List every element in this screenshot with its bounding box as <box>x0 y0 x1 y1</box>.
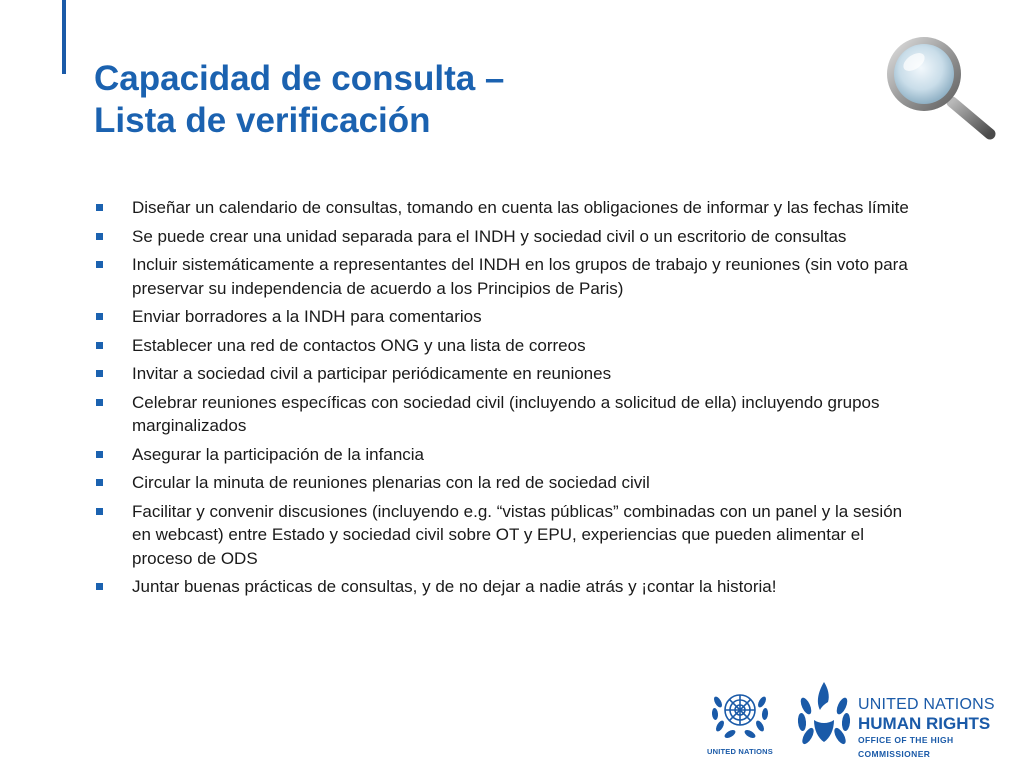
slide-title <box>94 58 504 142</box>
checklist-item-text: Asegurar la participación de la infancia <box>132 444 425 464</box>
checklist-item-text: Incluir sistemáticamente a representantes del INDH en los grupos de trabajo y reuniones (sin voto para preservar su independencia de acuerdo a los Principios de Paris) <box>132 255 908 298</box>
footer-logos <box>700 672 1000 762</box>
title-line-1: Capacidad de consulta – <box>94 59 505 98</box>
hr-logo-line-2: HUMAN RIGHTS <box>858 714 991 733</box>
checklist-item <box>94 391 924 438</box>
checklist-item-text: Circular la minuta de reuniones plenarias con la red de sociedad civil <box>132 473 650 492</box>
checklist-item <box>94 443 924 467</box>
bullet-square-icon <box>96 451 103 458</box>
bullet-square-icon <box>96 399 103 406</box>
checklist-item-text: Establecer una red de contactos ONG y una lista de correos <box>132 335 586 355</box>
bullet-square-icon <box>96 479 103 486</box>
bullet-square-icon <box>96 204 103 211</box>
bullet-square-icon <box>96 261 103 268</box>
checklist-item <box>94 362 924 386</box>
checklist-item-text: Invitar a sociedad civil a participar periódicamente en reuniones <box>132 364 612 383</box>
checklist-item <box>94 471 924 495</box>
checklist-item <box>94 196 924 220</box>
checklist-item-text: Juntar buenas prácticas de consultas, y de no dejar a nadie atrás y ¡contar la historia! <box>132 577 777 596</box>
hr-logo-line-3: OFFICE OF THE HIGH COMMISSIONER <box>858 735 954 759</box>
checklist-item <box>94 225 924 249</box>
human-rights-logo <box>792 676 1000 759</box>
bullet-square-icon <box>96 342 103 349</box>
checklist-item-text: Celebrar reuniones específicas con sociedad civil (incluyendo a solicitud de ella) incluyendo grupos marginalizados <box>132 392 880 435</box>
un-logo <box>700 672 780 762</box>
title-line-2: Lista de verificación <box>94 101 431 140</box>
bullet-square-icon <box>96 313 103 320</box>
un-emblem-icon <box>708 680 772 744</box>
bullet-square-icon <box>96 233 103 240</box>
un-logo-label: UNITED NATIONS <box>707 747 773 756</box>
accent-bar <box>62 0 66 74</box>
bullet-square-icon <box>96 508 103 515</box>
checklist-item <box>94 334 924 358</box>
checklist-item-text: Diseñar un calendario de consultas, tomando en cuenta las obligaciones de informar y las fechas límite <box>132 198 909 217</box>
checklist-item <box>94 253 924 300</box>
checklist-item-text: Se puede crear una unidad separada para el INDH y sociedad civil o un escritorio de consultas <box>132 226 847 246</box>
checklist <box>94 196 924 604</box>
checklist-item <box>94 575 924 599</box>
human-rights-emblem-icon <box>792 676 856 756</box>
magnifying-glass-icon <box>880 34 998 144</box>
hr-logo-line-1: UNITED NATIONS <box>858 696 995 713</box>
checklist-item-text: Enviar borradores a la INDH para comentarios <box>132 307 482 326</box>
checklist-item <box>94 305 924 329</box>
checklist-item <box>94 500 924 571</box>
checklist-item-text: Facilitar y convenir discusiones (incluyendo e.g. “vistas públicas” combinadas con un panel y la sesión en webcast) entre Estado y sociedad civil sobre OT y EPU, experiencias que pueden alimentar el proceso de ODS <box>132 501 903 568</box>
bullet-square-icon <box>96 583 103 590</box>
bullet-square-icon <box>96 370 103 377</box>
